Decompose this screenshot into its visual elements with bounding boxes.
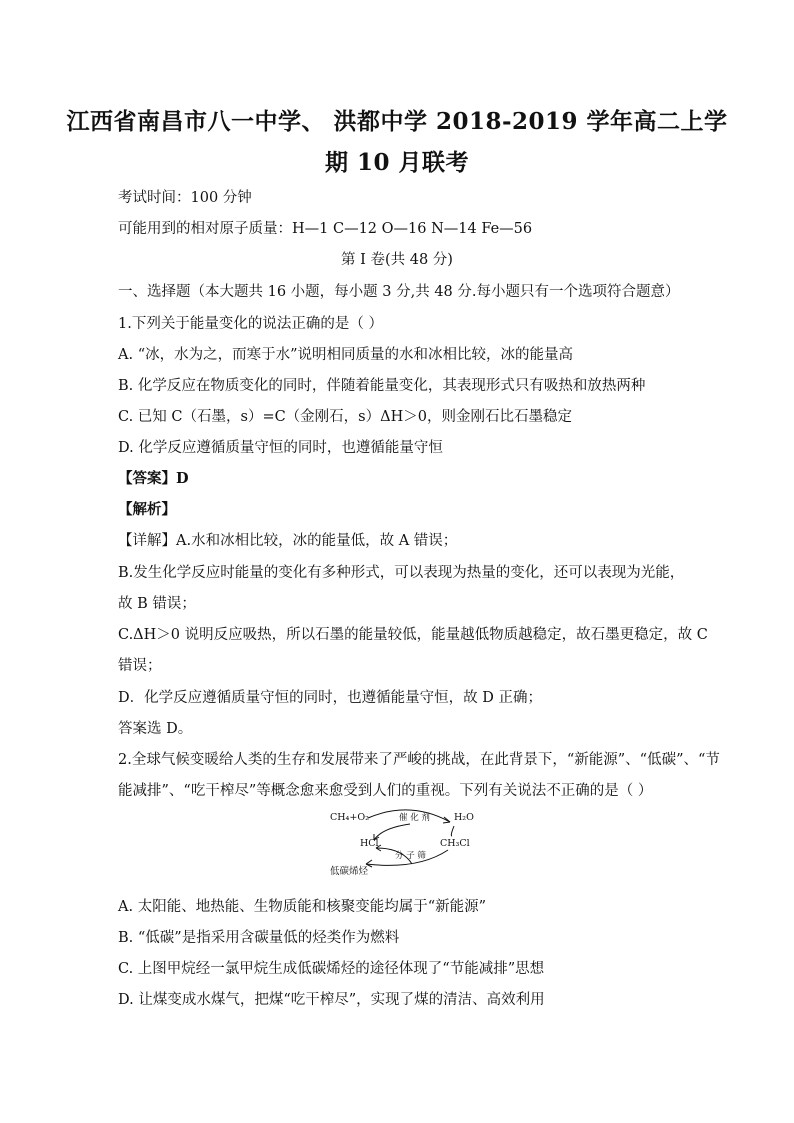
question-2-stem-line-2: 能减排”、“吃干榨尽”等概念愈来愈受到人们的重视。下列有关说法不正确的是（ ）	[118, 783, 653, 799]
diagram-arrow-right-curve	[451, 826, 454, 836]
question-1-option-a: A. “冰，水为之，而寒于水”说明相同质量的水和冰相比较，冰的能量高	[118, 347, 574, 363]
question-1-analysis-title: 【解析】	[118, 501, 176, 518]
document-title-line-1: 江西省南昌市八一中学、 洪都中学 2018-2019 学年高二上学	[66, 108, 728, 135]
diagram-arrow-hcl-curve	[374, 824, 410, 840]
diagram-catalyst-label: 催 化 剂	[399, 813, 430, 823]
exam-time: 考试时间：100 分钟	[118, 190, 252, 206]
diagram-sieve-label: 分 子 筛	[395, 851, 426, 861]
question-1-option-c: C. 已知 C（石墨，s）=C（金刚石，s）ΔH＞0，则金刚石比石墨稳定	[118, 409, 572, 425]
question-2-option-a: A. 太阳能、地热能、生物质能和核聚变能均属于“新能源”	[118, 899, 487, 915]
diagram-reactants-label: CH₄+O₂	[330, 812, 369, 823]
question-1-answer: 【答案】D	[118, 470, 189, 487]
diagram-ch3cl-label: CH₃Cl	[440, 838, 470, 849]
atomic-mass-line: 可能用到的相对原子质量：H—1 C—12 O—16 N—14 Fe—56	[118, 221, 533, 237]
methane-conversion-diagram	[322, 806, 482, 878]
volume-title: 第 I 卷(共 48 分)	[341, 252, 453, 268]
question-1-option-b: B. 化学反应在物质变化的同时，伴随着能量变化，其表现形式只有吸热和放热两种	[118, 378, 646, 394]
document-title-line-2: 期 10 月联考	[324, 149, 470, 176]
question-1-option-d: D. 化学反应遵循质量守恒的同时，也遵循能量守恒	[118, 440, 443, 456]
diagram-hcl-label: HCl	[360, 838, 379, 849]
diagram-water-label: H₂O	[454, 812, 474, 823]
section-intro: 一、选择题（本大题共 16 小题，每小题 3 分,共 48 分.每小题只有一个选项符合题意）	[118, 284, 680, 300]
question-1-detail-2b: 故 B 错误；	[118, 596, 196, 612]
question-1-detail-1: 【详解】A.水和冰相比较，冰的能量低，故 A 错误；	[118, 533, 458, 549]
question-2-stem-line-1: 2.全球气候变暖给人类的生存和发展带来了严峻的挑战，在此背景下，“新能源”、“低碳”、“节	[118, 752, 720, 768]
question-1-detail-4: D．化学反应遵循质量守恒的同时，也遵循能量守恒，故 D 正确；	[118, 690, 542, 706]
diagram-product-label: 低碳烯烃	[330, 866, 369, 877]
question-1-detail-2a: B.发生化学反应时能量的变化有多种形式，可以表现为热量的变化，还可以表现为光能，	[118, 565, 685, 581]
question-2-option-c: C. 上图甲烷经一氯甲烷生成低碳烯烃的途径体现了“节能减排”思想	[118, 961, 545, 977]
question-1-detail-3b: 错误；	[118, 658, 162, 674]
question-1-detail-3a: C.ΔH＞0 说明反应吸热，所以石墨的能量较低，能量越低物质越稳定，故石墨更稳定，故 C	[118, 627, 708, 643]
question-2-option-d: D. 让煤变成水煤气，把煤“吃干榨尽”，实现了煤的清洁、高效利用	[118, 992, 545, 1008]
question-2-option-b: B. “低碳”是指采用含碳量低的烃类作为燃料	[118, 930, 400, 946]
question-1-conclusion: 答案选 D。	[118, 721, 193, 737]
question-1-stem: 1.下列关于能量变化的说法正确的是（ ）	[118, 316, 383, 332]
